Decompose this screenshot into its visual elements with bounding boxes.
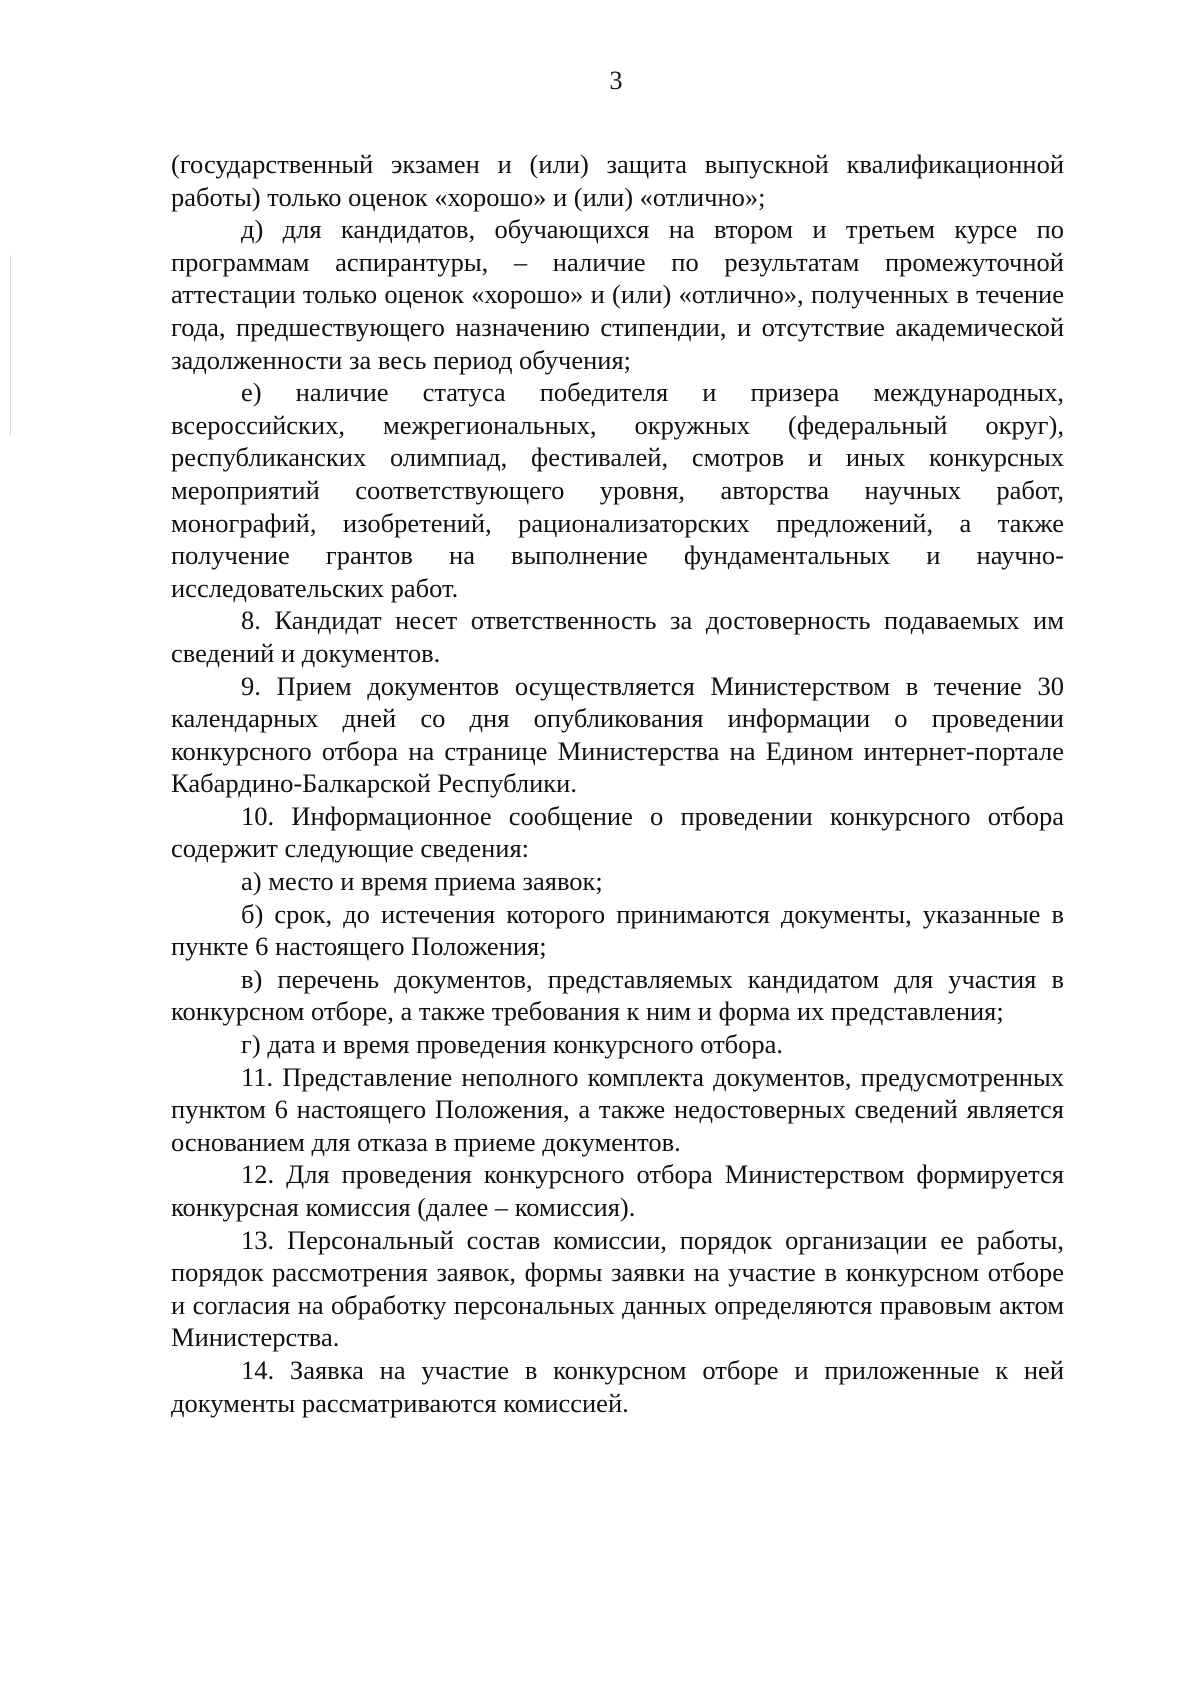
paragraph-clause-14: 14. Заявка на участие в конкурсном отборе и приложенные к ней документы рассматриваются комиссией. xyxy=(171,1354,1064,1418)
page-number: 3 xyxy=(609,66,623,95)
paragraph-item-a: а) место и время приема заявок; xyxy=(241,866,603,897)
paragraph-item-b: б) срок, до истечения которого принимаются документы, указанные в пункте 6 настоящего Положения; xyxy=(171,898,1064,962)
paragraph-continuation: (государственный экзамен и (или) защита выпускной квалификационной работы) только оценок «хорошо» и (или) «отлично»; xyxy=(171,149,1064,212)
scan-edge-line xyxy=(10,255,11,435)
paragraph-clause-10: 10. Информационное сообщение о проведении конкурсного отбора содержит следующие сведения: xyxy=(171,800,1064,864)
paragraph-item-d: д) для кандидатов, обучающихся на втором и третьем курсе по программам аспирантуры, – наличие по результатам промежуточной аттестации только оценок «хорошо» и (или) «отлично», полученных в течение года, предшествующего назначению стипендии, и отсутствие академической задолженности за весь период обучения; xyxy=(171,214,1064,375)
paragraph-clause-11: 11. Представление неполного комплекта документов, предусмотренных пунктом 6 настоящего Положения, а также недостоверных сведений является основанием для отказа в приеме документов. xyxy=(171,1061,1064,1157)
paragraph-clause-8: 8. Кандидат несет ответственность за достоверность подаваемых им сведений и документов. xyxy=(171,605,1064,668)
paragraph-clause-13: 13. Персональный состав комиссии, порядок организации ее работы, порядок рассмотрения заявок, формы заявки на участие в конкурсном отборе и согласия на обработку персональных данных определяются правовым актом Министерства. xyxy=(171,1224,1064,1353)
paragraph-item-v: в) перечень документов, представляемых кандидатом для участия в конкурсном отборе, а также требования к ним и форма их представления; xyxy=(171,963,1064,1027)
paragraph-item-g: г) дата и время проведения конкурсного отбора. xyxy=(241,1029,784,1060)
document-body xyxy=(171,148,1064,1419)
paragraph-item-e: е) наличие статуса победителя и призера международных, всероссийских, межрегиональных, окружных (федеральный округ), республиканских олимпиад, фестивалей, смотров и иных конкурсных мероприятий соответствующего уровня, авторства научных работ, монографий, изобретений, рационализаторских предложений, а также получение грантов на выполнение фундаментальных и научно-исследовательских работ. xyxy=(171,377,1064,603)
paragraph-clause-9: 9. Прием документов осуществляется Министерством в течение 30 календарных дней со дня опубликования информации о проведении конкурсного отбора на странице Министерства на Едином интернет-портале Кабардино-Балкарской Республики. xyxy=(171,670,1064,799)
paragraph-clause-12: 12. Для проведения конкурсного отбора Министерством формируется конкурсная комиссия (далее – комиссия). xyxy=(171,1159,1064,1222)
